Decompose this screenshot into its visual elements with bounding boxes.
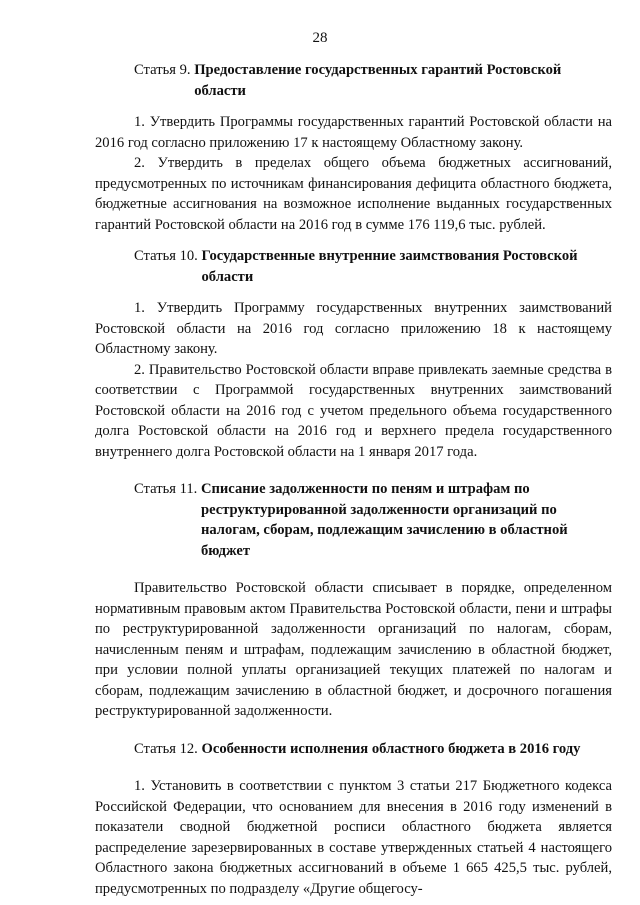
paragraph: 2. Утвердить в пределах общего объема бюджетных ассигнований, предусмотренных по источникам финансирования дефицита областного бюджета, бюджетные ассигнования на возможное исполнение выданных государственных гарантий Ростовской области на 2016 год в сумме 176 119,6 тыс. рублей. — [95, 155, 612, 233]
article-number: Статья 11. — [134, 481, 201, 497]
page-number: 28 — [312, 30, 328, 46]
article-title: Списание задолженности по пеням и штрафам по реструктурированной задолженности организаций по налогам, сборам, подлежащим зачислению в областной бюджет — [200, 481, 568, 559]
article-12-heading — [134, 739, 612, 760]
article-title: Предоставление государственных гарантий Ростовской области — [194, 62, 562, 99]
paragraph: 1. Утвердить Программу государственных внутренних заимствований Ростовской области на 2016 год согласно приложению 18 к настоящему Областному закону. — [95, 300, 612, 357]
article-number: Статья 10. — [134, 248, 202, 264]
article-10-heading — [134, 246, 612, 287]
paragraph: 2. Правительство Ростовской области вправе привлекать заемные средства в соответствии с Программой государственных внутренних заимствований Ростовской области на 2016 год с учетом предельного объема государственного долга Ростовской области на 2016 год и верхнего предела государственного внутреннего долга Ростовской области на 1 января 2017 года. — [95, 361, 612, 460]
article-title: Особенности исполнения областного бюджета в 2016 году — [201, 740, 581, 757]
paragraph: Правительство Ростовской области списывает в порядке, определенном нормативным правовым актом Правительства Ростовской области, пени и штрафы по реструктурированной задолженности организаций по налогам, сборам, начисленным пеням и штрафам, подлежащим зачислению в областной бюджет, при условии полной уплаты организацией текущих платежей по налогам и сборам, подлежащим зачислению в областной бюджет, и досрочного погашения реструктурированной задолженности. — [95, 580, 612, 719]
article-9-heading — [134, 60, 612, 101]
document-body — [95, 60, 612, 899]
article-number: Статья 12. — [134, 740, 202, 757]
paragraph: 1. Утвердить Программы государственных гарантий Ростовской области на 2016 год согласно приложению 17 к настоящему Областному закону. — [95, 114, 612, 151]
paragraph: 1. Установить в соответствии с пунктом 3 статьи 217 Бюджетного кодекса Российской Федерации, что основанием для внесения в 2016 году изменений в показатели сводной бюджетной росписи областного бюджета является распределение зарезервированных в составе утвержденных статьей 4 настоящего Областного закона бюджетных ассигнований в объеме 1 665 425,5 тыс. рублей, предусмотренных по подразделу «Другие общегосу- — [95, 778, 612, 897]
article-number: Статья 9. — [134, 62, 195, 78]
article-title: Государственные внутренние заимствования Ростовской области — [201, 248, 578, 285]
article-11-heading — [134, 479, 612, 561]
